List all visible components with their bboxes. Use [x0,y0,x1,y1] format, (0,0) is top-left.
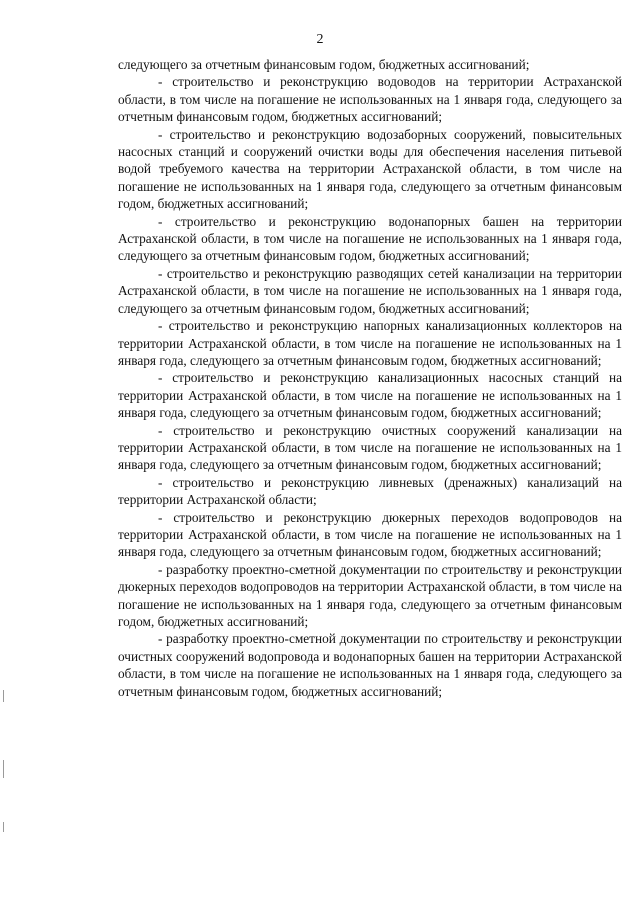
list-item: - разработку проектно-сметной документации по строительству и реконструкции дюкерных переходов водопроводов на территории Астраханской области, в том числе на погашение не использованных на 1 января года, следующего за отчетным финансовым годом, бюджетных ассигнований; [118,561,622,629]
document-body [118,56,622,700]
scan-margin-mark [3,690,4,702]
list-item: - строительство и реконструкцию очистных сооружений канализации на территории Астраханской области, в том числе на погашение не использованных на 1 января года, следующего за отчетным финансовым годом, бюджетных ассигнований; [118,422,622,473]
page-number: 2 [316,32,324,47]
list-item: - строительство и реконструкцию ливневых (дренажных) канализаций на территории Астраханской области; [118,474,622,508]
scan-margin-mark [3,760,4,778]
list-item: - разработку проектно-сметной документации по строительству и реконструкции очистных сооружений водопровода и водонапорных башен на территории Астраханской области, в том числе на погашение не использованных на 1 января года, следующего за отчетным финансовым годом, бюджетных ассигнований; [118,631,622,699]
list-item: - строительство и реконструкцию дюкерных переходов водопроводов на территории Астраханской области, в том числе на погашение не использованных на 1 января года, следующего за отчетным финансовым годом, бюджетных ассигнований; [118,509,622,560]
list-item: - строительство и реконструкцию водозаборных сооружений, повысительных насосных станций и сооружений очистки воды для обеспечения населения питьевой водой требуемого качества на территории Астраханской области, в том числе на погашение не использованных на 1 января года, следующего за отчетным финансовым годом, бюджетных ассигнований; [118,126,622,212]
scan-margin-mark [3,822,4,832]
list-item: - строительство и реконструкцию водоводов на территории Астраханской области, в том числе на погашение не использованных на 1 января года, следующего за отчетным финансовым годом, бюджетных ассигнований; [118,74,622,125]
continuation-line: следующего за отчетным финансовым годом, бюджетных ассигнований; [118,57,530,72]
list-item: - строительство и реконструкцию напорных канализационных коллекторов на территории Астраханской области, в том числе на погашение не использованных на 1 января года, следующего за отчетным финансовым годом, бюджетных ассигнований; [118,318,622,368]
list-item: - строительство и реконструкцию канализационных насосных станций на территории Астраханской области, в том числе на погашение не использованных на 1 января года, следующего за отчетным финансовым годом, бюджетных ассигнований; [118,370,622,421]
list-item: - строительство и реконструкцию разводящих сетей канализации на территории Астраханской области, в том числе на погашение не использованных на 1 января года, следующего за отчетным финансовым годом, бюджетных ассигнований; [118,265,622,316]
list-item: - строительство и реконструкцию водонапорных башен на территории Астраханской области, в том числе на погашение не использованных на 1 января года, следующего за отчетным финансовым годом, бюджетных ассигнований; [118,213,622,264]
